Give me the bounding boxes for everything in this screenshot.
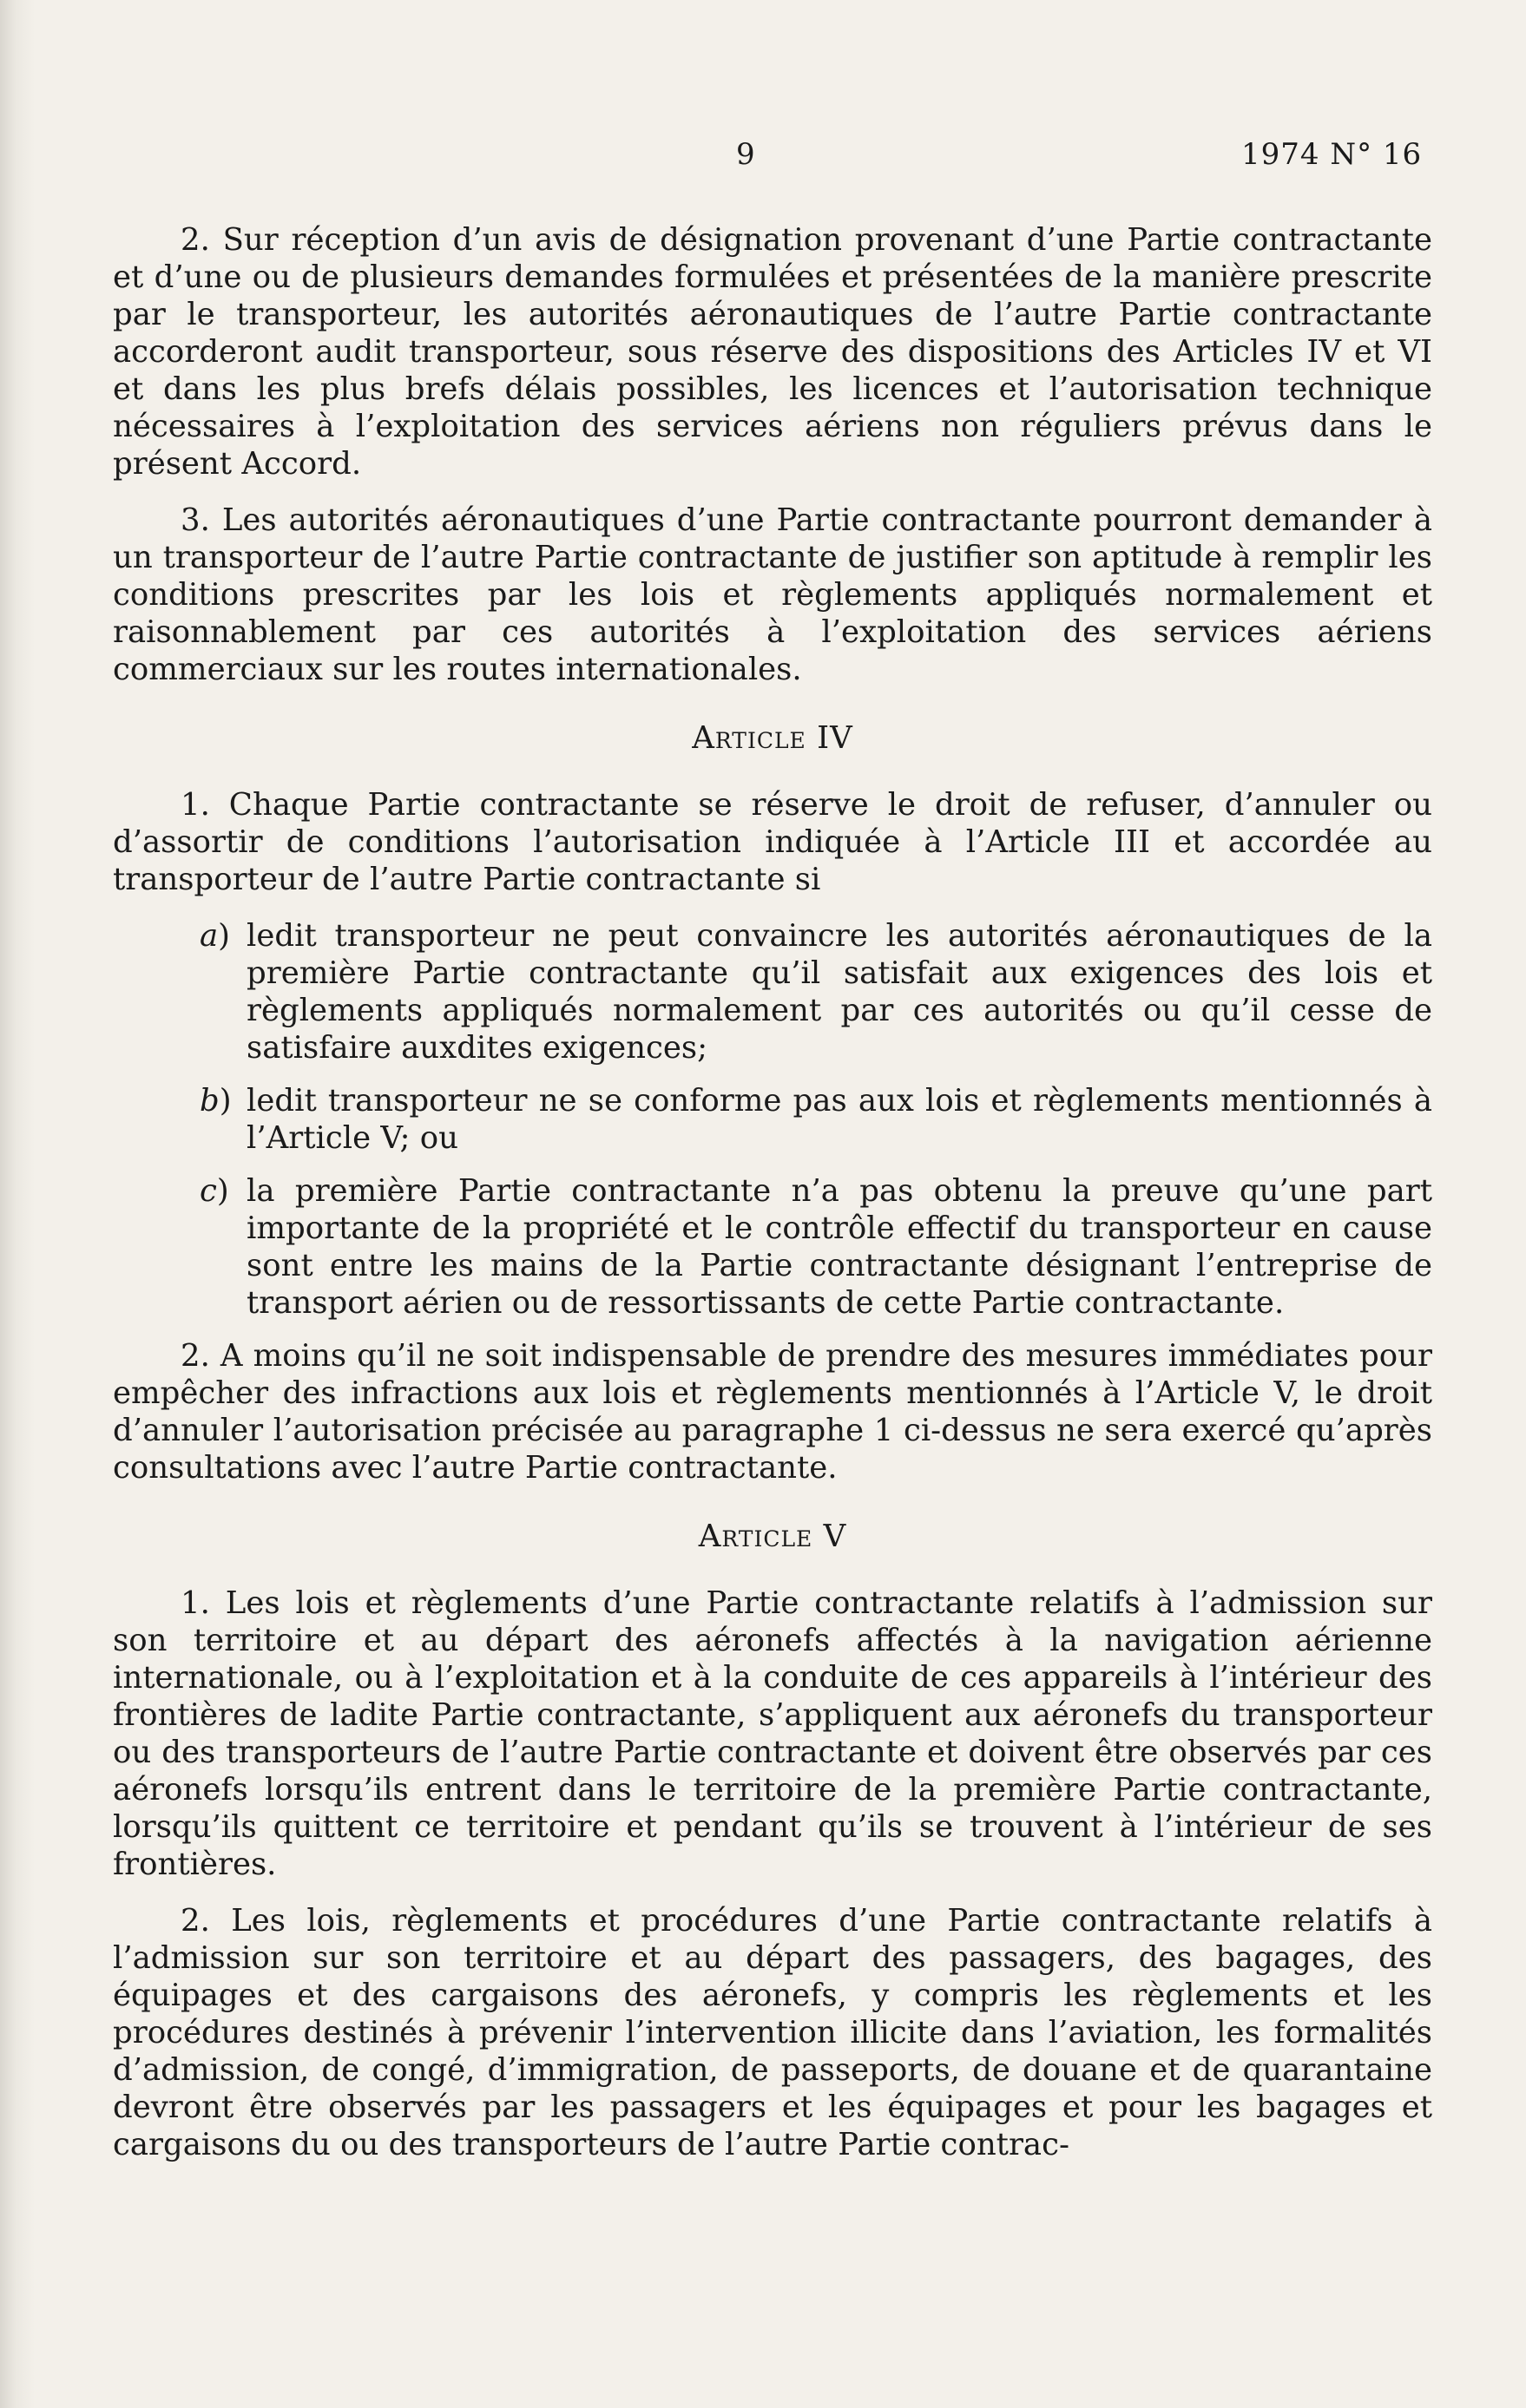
item-text: ledit transporteur ne se conforme pas aux lois et règlements mentionnés à l’Article V; ou [247,1083,1432,1156]
item-text: la première Partie contractante n’a pas obtenu la preuve qu’une part importante de la propriété et le contrôle effectif du transporteur en cause sont entre les mains de la Partie contractante désignant l’entreprise de transport aérien ou de ressortissants de cette Partie contractante. [247,1173,1432,1321]
list-item [113,1172,1432,1322]
item-list [113,917,1432,1322]
article-heading: Article IV [692,720,853,756]
list-item [113,917,1432,1066]
paragraph: 2. Sur réception d’un avis de désignation provenant d’une Partie contractante et d’une ou de plusieurs demandes formulées et présentées de la manière prescrite par le transporteur, les autorités aéronautiques de l’autre Partie contractante accorderont audit transporteur, sous réserve des dispositions des Articles IV et VI et dans les plus brefs délais possibles, les licences et l’autorisation technique nécessaires à l’exploitation des services aériens non réguliers prévus dans le présent Accord. [113,222,1432,482]
item-label: a) [200,918,231,954]
item-label: b) [200,1083,232,1119]
item-text: ledit transporteur ne peut convaincre les autorités aéronautiques de la première Partie contractante qu’il satisfait aux exigences des lois et règlements appliqués normalement par ces autorités ou qu’il cesse de satisfaire auxdites exigences; [247,918,1432,1066]
page-header [0,137,1526,180]
article-heading: Article V [698,1519,847,1554]
paragraph: 2. A moins qu’il ne soit indispensable de prendre des mesures immédiates pour empêcher des infractions aux lois et règlements mentionnés à l’Article V, le droit d’annuler l’autorisation précisée au paragraphe 1 ci-dessus ne sera exercé qu’après consultations avec l’autre Partie contractante. [113,1338,1432,1486]
document-body [113,221,1432,2182]
paragraph: 2. Les lois, règlements et procédures d’une Partie contractante relatifs à l’admission sur son territoire et au départ des passagers, des bagages, des équipages et des cargaisons des aéronefs, y compris les règlements et les procédures destinés à prévenir l’intervention illicite dans l’aviation, les formalités d’admission, de congé, d’immigration, de passeports, de douane et de quarantaine devront être observés par les passagers et les équipages et pour les bagages et cargaisons du ou des transporteurs de l’autre Partie contrac- [113,1903,1432,2162]
item-label: c) [200,1173,229,1209]
page-number: 9 [736,137,755,172]
document-reference: 1974 N° 16 [1241,137,1423,172]
list-item [113,1082,1432,1157]
paragraph: 1. Les lois et règlements d’une Partie contractante relatifs à l’admission sur son territoire et au départ des aéronefs affectés à la navigation aérienne internationale, ou à l’exploitation et à la conduite de ces appareils à l’intérieur des frontières de ladite Partie contractante, s’appliquent aux aéronefs du transporteur ou des transporteurs de l’autre Partie contractante et doivent être observés par ces aéronefs lorsqu’ils entrent dans le territoire de la première Partie contractante, lorsqu’ils quittent ce territoire et pendant qu’ils se trouvent à l’intérieur de ses frontières. [113,1585,1432,1882]
paragraph: 1. Chaque Partie contractante se réserve le droit de refuser, d’annuler ou d’assortir de conditions l’autorisation indiquée à l’Article III et accordée au transporteur de l’autre Partie contractante si [113,787,1432,897]
paragraph: 3. Les autorités aéronautiques d’une Partie contractante pourront demander à un transporteur de l’autre Partie contractante de justifier son aptitude à remplir les conditions prescrites par les lois et règlements appliqués normalement et raisonnablement par ces autorités à l’exploitation des services aériens commerciaux sur les routes internationales. [113,502,1432,687]
